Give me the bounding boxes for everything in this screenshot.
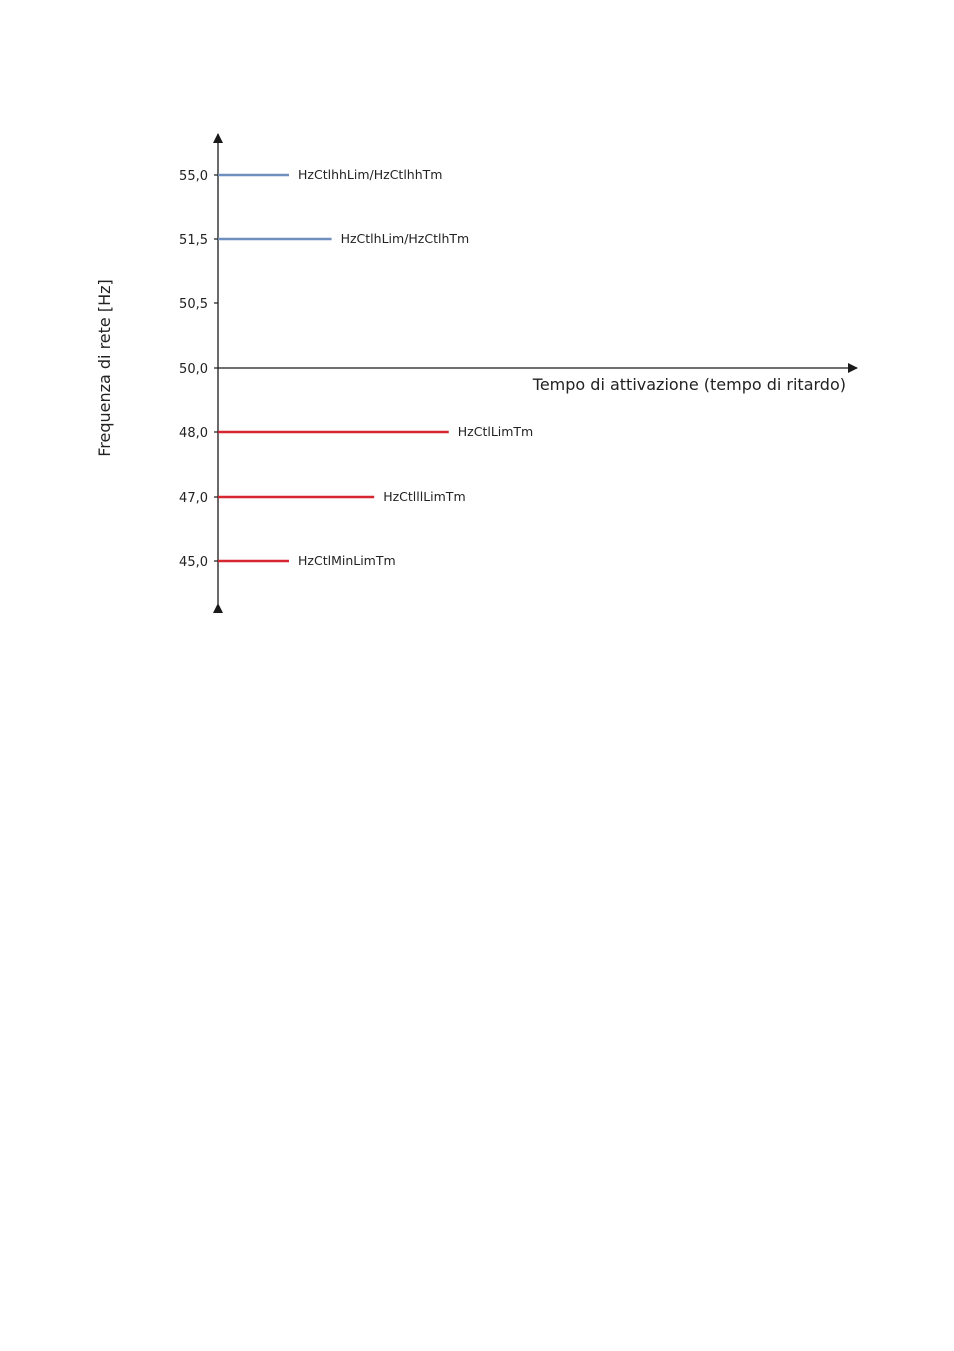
tick-label: 47,0 (179, 491, 208, 506)
tick-label: 51,5 (179, 233, 208, 248)
tick-label: 45,0 (179, 555, 208, 570)
threshold-label: HzCtlLimTm (457, 424, 534, 439)
tick-labels (179, 169, 218, 570)
tick-label: 55,0 (179, 169, 208, 184)
threshold-label: HzCtlMinLimTm (298, 553, 396, 568)
threshold-label: HzCtlhhLim/HzCtlhhTm (298, 167, 443, 182)
tick-label: 50,5 (179, 297, 208, 312)
x-axis-title: Tempo di attivazione (tempo di ritardo) (532, 375, 846, 394)
threshold-label: HzCtlllLimTm (383, 489, 466, 504)
tick-label: 48,0 (179, 426, 208, 441)
y-axis-title: Frequenza di rete [Hz] (95, 279, 114, 457)
tick-label: 50,0 (179, 362, 208, 377)
threshold-label: HzCtlhLim/HzCtlhTm (340, 231, 470, 246)
